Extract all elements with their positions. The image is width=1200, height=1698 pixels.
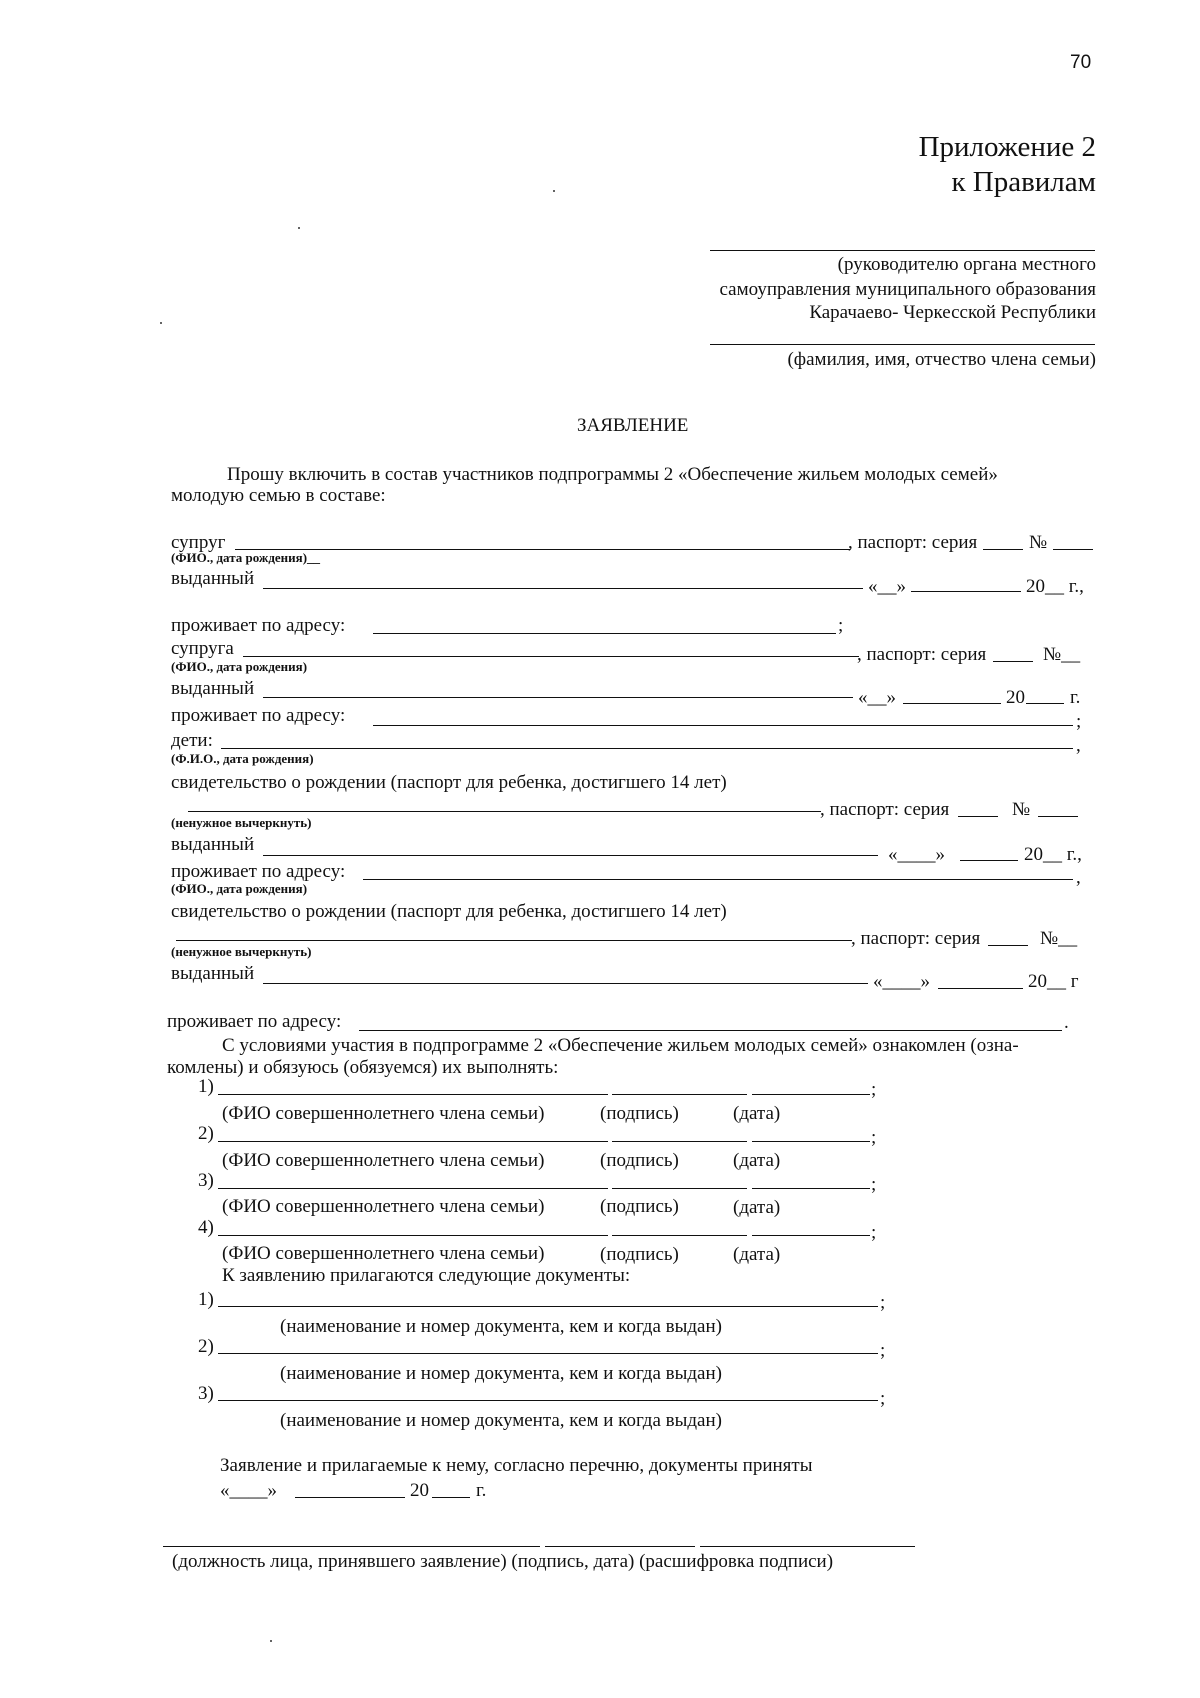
signature-decode-field[interactable] bbox=[700, 1546, 915, 1547]
member-sign-field[interactable] bbox=[612, 1094, 747, 1095]
scan-speck bbox=[160, 322, 162, 324]
member-sign-caption: (подпись) bbox=[600, 1103, 679, 1124]
child1-comma: , bbox=[1076, 867, 1081, 888]
member-fio-field[interactable] bbox=[218, 1188, 608, 1189]
children-label: дети: bbox=[171, 730, 213, 751]
children-comma: , bbox=[1076, 735, 1081, 756]
addressee-line-1: (руководителю органа местного bbox=[837, 254, 1096, 275]
spouse-m-day: «__» bbox=[868, 576, 906, 597]
spouse-f-address-label: проживает по адресу: bbox=[171, 705, 346, 726]
spouse-m-issued-label: выданный bbox=[171, 568, 255, 589]
accepted-line: Заявление и прилагаемые к нему, согласно перечню, документы приняты bbox=[220, 1455, 813, 1476]
spouse-m-series-field[interactable] bbox=[983, 549, 1023, 550]
attachments-intro: К заявлению прилагаются следующие документы: bbox=[222, 1265, 631, 1286]
child1-issued-field[interactable] bbox=[263, 855, 878, 856]
attachment-semicolon: ; bbox=[880, 1388, 886, 1409]
member-fio-caption: (ФИО совершеннолетнего члена семьи) bbox=[222, 1150, 545, 1171]
member-number: 2) bbox=[198, 1123, 214, 1144]
spouse-f-label: супруга bbox=[171, 638, 234, 659]
spouse-m-num-sign: № bbox=[1029, 532, 1048, 553]
member-date-field[interactable] bbox=[752, 1235, 870, 1236]
child2-dot: . bbox=[1064, 1012, 1069, 1033]
member-sign-field[interactable] bbox=[612, 1235, 747, 1236]
attachment-caption: (наименование и номер документа, кем и когда выдан) bbox=[280, 1410, 722, 1431]
scan-speck bbox=[270, 1640, 272, 1642]
member-sign-field[interactable] bbox=[612, 1141, 747, 1142]
child2-passport-series: , паспорт: серия bbox=[851, 928, 981, 949]
child2-year: 20__ г bbox=[1028, 971, 1079, 992]
spouse-f-caption: (ФИО., дата рождения) bbox=[171, 659, 308, 674]
member-date-caption: (дата) bbox=[733, 1103, 781, 1124]
scan-speck bbox=[553, 190, 555, 192]
accepted-year: 20 bbox=[410, 1480, 429, 1501]
member-semicolon: ; bbox=[871, 1127, 877, 1148]
spouse-m-label: супруг bbox=[171, 532, 226, 553]
applicant-name-line[interactable] bbox=[710, 344, 1095, 345]
attachment-field[interactable] bbox=[218, 1306, 878, 1307]
spouse-m-passport-series: , паспорт: серия bbox=[848, 532, 978, 553]
conditions-line-2: комлены) и обязуюсь (обязуемся) их выполнять: bbox=[167, 1057, 559, 1078]
spouse-m-year: 20__ г., bbox=[1026, 576, 1084, 597]
addressee-line-3: Карачаево- Черкесской Республики bbox=[809, 302, 1096, 323]
accepted-day: «____» bbox=[220, 1480, 277, 1501]
child1-day: «____» bbox=[888, 844, 945, 865]
child2-day: «____» bbox=[873, 971, 930, 992]
spouse-f-num-sign: №__ bbox=[1043, 644, 1081, 665]
child1-cert-field[interactable] bbox=[188, 811, 821, 812]
intro-line-2: молодую семью в составе: bbox=[171, 485, 386, 506]
child1-address-label: проживает по адресу: bbox=[171, 861, 346, 882]
member-date-field[interactable] bbox=[752, 1094, 870, 1095]
spouse-f-issued-field[interactable] bbox=[263, 697, 853, 698]
member-number: 3) bbox=[198, 1170, 214, 1191]
member-sign-caption: (подпись) bbox=[600, 1196, 679, 1217]
accepted-year-field[interactable] bbox=[432, 1497, 470, 1498]
child2-series-field[interactable] bbox=[988, 945, 1028, 946]
member-semicolon: ; bbox=[871, 1174, 877, 1195]
child1-number-field[interactable] bbox=[1038, 816, 1078, 817]
member-number: 1) bbox=[198, 1076, 214, 1097]
conditions-line-1: С условиями участия в подпрограмме 2 «Обеспечение жильем молодых семей» ознакомлен (озна- bbox=[222, 1035, 1019, 1056]
spouse-f-month-field[interactable] bbox=[903, 703, 1001, 704]
page-number: 70 bbox=[1070, 52, 1092, 73]
attachment-field[interactable] bbox=[218, 1353, 878, 1354]
spouse-m-number-field[interactable] bbox=[1053, 549, 1093, 550]
member-semicolon: ; bbox=[871, 1222, 877, 1243]
accepted-year-end: г. bbox=[476, 1480, 487, 1501]
member-fio-field[interactable] bbox=[218, 1094, 608, 1095]
intro-line-1: Прошу включить в состав участников подпрограммы 2 «Обеспечение жильем молодых семей» bbox=[227, 464, 998, 485]
attachment-field[interactable] bbox=[218, 1400, 878, 1401]
member-date-caption: (дата) bbox=[733, 1150, 781, 1171]
child1-year: 20__ г., bbox=[1024, 844, 1082, 865]
child1-num-sign: № bbox=[1012, 799, 1031, 820]
attachment-number: 1) bbox=[198, 1289, 214, 1310]
spouse-m-month-field[interactable] bbox=[911, 591, 1021, 592]
member-fio-field[interactable] bbox=[218, 1235, 608, 1236]
member-date-caption: (дата) bbox=[733, 1244, 781, 1265]
child2-month-field[interactable] bbox=[938, 988, 1023, 989]
child1-month-field[interactable] bbox=[960, 860, 1018, 861]
spouse-f-passport-series: , паспорт: серия bbox=[857, 644, 987, 665]
spouse-f-day: «__» bbox=[858, 687, 896, 708]
attachment-semicolon: ; bbox=[880, 1340, 886, 1361]
child1-issued-label: выданный bbox=[171, 834, 255, 855]
member-sign-caption: (подпись) bbox=[600, 1244, 679, 1265]
member-number: 4) bbox=[198, 1217, 214, 1238]
spouse-f-series-field[interactable] bbox=[993, 661, 1033, 662]
signature-position-field[interactable] bbox=[163, 1546, 540, 1547]
signature-caption: (должность лица, принявшего заявление) (подпись, дата) (расшифровка подписи) bbox=[172, 1551, 834, 1572]
child2-cert-label: свидетельство о рождении (паспорт для ребенка, достигшего 14 лет) bbox=[171, 901, 727, 922]
signature-sign-field[interactable] bbox=[545, 1546, 695, 1547]
child1-address-field[interactable] bbox=[363, 879, 1073, 880]
children-caption: (Ф.И.О., дата рождения) bbox=[171, 751, 314, 766]
spouse-f-address-field[interactable] bbox=[373, 725, 1073, 726]
child2-strike-caption: (ненужное вычеркнуть) bbox=[171, 944, 312, 959]
child1-series-field[interactable] bbox=[958, 816, 998, 817]
attachment-caption: (наименование и номер документа, кем и когда выдан) bbox=[280, 1316, 722, 1337]
addressee-name-line[interactable] bbox=[710, 250, 1095, 251]
child2-address-label: проживает по адресу: bbox=[167, 1011, 342, 1032]
spouse-f-name-field[interactable] bbox=[243, 656, 859, 657]
document-title: ЗАЯВЛЕНИЕ bbox=[577, 415, 689, 436]
child2-issued-label: выданный bbox=[171, 963, 255, 984]
spouse-m-address-label: проживает по адресу: bbox=[171, 615, 346, 636]
scan-speck bbox=[298, 227, 300, 229]
spouse-m-issued-field[interactable] bbox=[263, 588, 863, 589]
child2-caption: (ФИО., дата рождения) bbox=[171, 881, 308, 896]
member-semicolon: ; bbox=[871, 1079, 877, 1100]
child1-passport-series: , паспорт: серия bbox=[820, 799, 950, 820]
applicant-caption: (фамилия, имя, отчество члена семьи) bbox=[787, 349, 1096, 370]
attachment-caption: (наименование и номер документа, кем и когда выдан) bbox=[280, 1363, 722, 1384]
member-fio-caption: (ФИО совершеннолетнего члена семьи) bbox=[222, 1243, 545, 1264]
spouse-m-name-field[interactable] bbox=[235, 549, 850, 550]
spouse-m-caption: (ФИО., дата рождения)__ bbox=[171, 550, 321, 565]
child2-issued-field[interactable] bbox=[263, 983, 868, 984]
child1-cert-label: свидетельство о рождении (паспорт для ребенка, достигшего 14 лет) bbox=[171, 772, 727, 793]
attachment-number: 2) bbox=[198, 1336, 214, 1357]
appendix-subtitle: к Правилам bbox=[951, 166, 1096, 198]
member-date-caption: (дата) bbox=[733, 1197, 781, 1218]
member-fio-caption: (ФИО совершеннолетнего члена семьи) bbox=[222, 1103, 545, 1124]
spouse-f-semicolon: ; bbox=[1076, 711, 1082, 732]
member-fio-caption: (ФИО совершеннолетнего члена семьи) bbox=[222, 1196, 545, 1217]
attachment-number: 3) bbox=[198, 1383, 214, 1404]
accepted-month-field[interactable] bbox=[295, 1497, 405, 1498]
member-fio-field[interactable] bbox=[218, 1141, 608, 1142]
child1-strike-caption: (ненужное вычеркнуть) bbox=[171, 815, 312, 830]
child2-cert-field[interactable] bbox=[176, 940, 852, 941]
addressee-line-2: самоуправления муниципального образования bbox=[719, 279, 1096, 300]
spouse-f-year-end: г. bbox=[1070, 687, 1081, 708]
child2-num-sign: №__ bbox=[1040, 928, 1078, 949]
appendix-title: Приложение 2 bbox=[918, 131, 1096, 163]
member-date-field[interactable] bbox=[752, 1141, 870, 1142]
member-sign-caption: (подпись) bbox=[600, 1150, 679, 1171]
member-date-field[interactable] bbox=[752, 1188, 870, 1189]
spouse-f-issued-label: выданный bbox=[171, 678, 255, 699]
child2-address-field[interactable] bbox=[359, 1030, 1062, 1031]
spouse-m-address-field[interactable] bbox=[373, 633, 836, 634]
children-name-field[interactable] bbox=[221, 748, 1073, 749]
spouse-f-year: 20 bbox=[1006, 687, 1025, 708]
spouse-m-semicolon: ; bbox=[838, 615, 844, 636]
attachment-semicolon: ; bbox=[880, 1292, 886, 1313]
member-sign-field[interactable] bbox=[612, 1188, 747, 1189]
spouse-f-year-field[interactable] bbox=[1026, 703, 1064, 704]
